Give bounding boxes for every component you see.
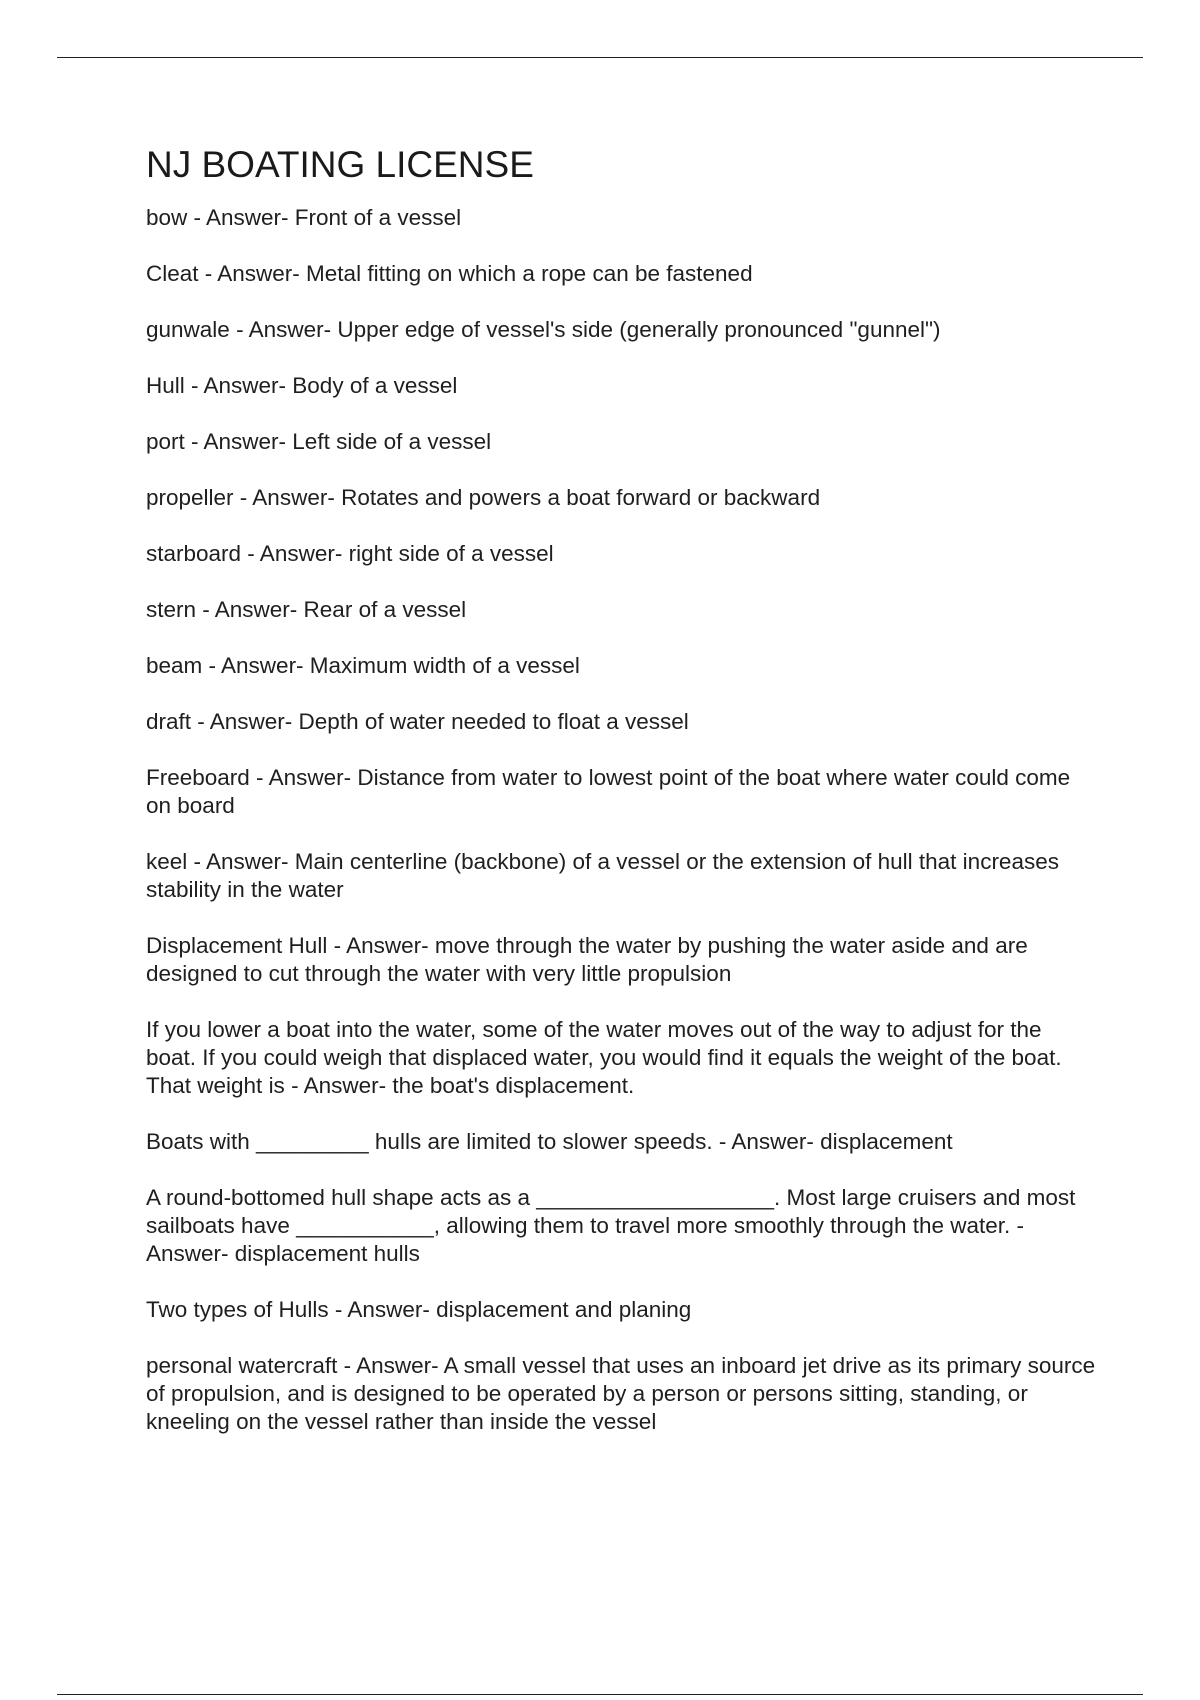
qa-item-port: port - Answer- Left side of a vessel	[146, 429, 492, 454]
qa-item-displacement-weight: If you lower a boat into the water, some of the water moves out of the way to adjust for the boat. If you could weigh that displaced water, you would find it equals the weight of the boat. That weight is - Answer- the boat's displacement.	[146, 1017, 1062, 1098]
qa-item-draft: draft - Answer- Depth of water needed to float a vessel	[146, 709, 689, 734]
qa-list	[146, 204, 1096, 1436]
qa-item-freeboard: Freeboard - Answer- Distance from water to lowest point of the boat where water could come on board	[146, 765, 1071, 818]
qa-item-starboard: starboard - Answer- right side of a vessel	[146, 541, 554, 566]
qa-item-stern: stern - Answer- Rear of a vessel	[146, 597, 467, 622]
document-title: NJ BOATING LICENSE	[146, 144, 534, 185]
header-rule	[57, 57, 1143, 58]
qa-item-personal-watercraft: personal watercraft - Answer- A small vessel that uses an inboard jet drive as its primary source of propulsion, and is designed to be operated by a person or persons sitting, standing, or kneeling on the vessel rather than inside the vessel	[146, 1353, 1096, 1434]
qa-item-slower-speeds: Boats with _________ hulls are limited to slower speeds. - Answer- displacement	[146, 1129, 953, 1154]
qa-item-hull-types: Two types of Hulls - Answer- displacement and planing	[146, 1297, 692, 1322]
document-body	[146, 140, 1096, 1464]
qa-item-keel: keel - Answer- Main centerline (backbone) of a vessel or the extension of hull that increases stability in the water	[146, 849, 1059, 902]
qa-item-round-bottomed: A round-bottomed hull shape acts as a ___________________. Most large cruisers and most sailboats have ___________, allowing them to travel more smoothly through the water. - Answer- displacement hulls	[146, 1185, 1076, 1266]
qa-item-gunwale: gunwale - Answer- Upper edge of vessel's side (generally pronounced "gunnel")	[146, 317, 941, 342]
qa-item-propeller: propeller - Answer- Rotates and powers a boat forward or backward	[146, 485, 821, 510]
footer-rule	[57, 1694, 1143, 1695]
qa-item-hull: Hull - Answer- Body of a vessel	[146, 373, 458, 398]
qa-item-bow: bow - Answer- Front of a vessel	[146, 205, 462, 230]
qa-item-displacement-hull: Displacement Hull - Answer- move through the water by pushing the water aside and are designed to cut through the water with very little propulsion	[146, 933, 1028, 986]
qa-item-cleat: Cleat - Answer- Metal fitting on which a rope can be fastened	[146, 261, 753, 286]
qa-item-beam: beam - Answer- Maximum width of a vessel	[146, 653, 580, 678]
